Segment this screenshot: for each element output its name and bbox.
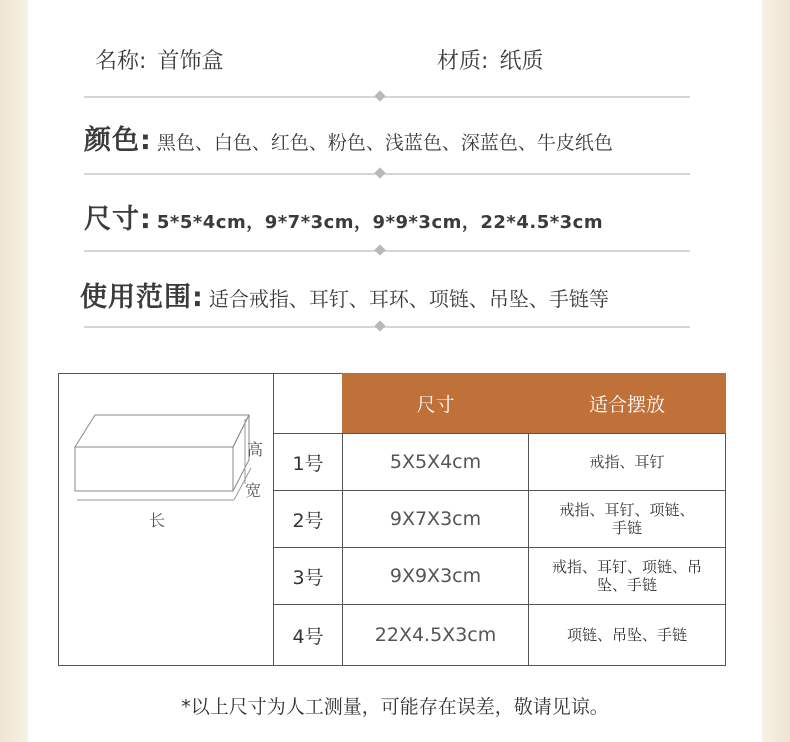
row-number: 2号 xyxy=(273,490,343,548)
divider-diamond-icon xyxy=(374,167,385,178)
usage-row xyxy=(80,275,609,314)
material-value: 纸质 xyxy=(499,49,544,74)
usage-label: 使用范围: xyxy=(80,282,204,313)
header-fit: 适合摆放 xyxy=(528,373,726,434)
row-fit: 戒指、耳钉、项链、吊坠、手链 xyxy=(528,547,726,605)
material-label: 材质: xyxy=(437,49,489,74)
name-row xyxy=(95,44,224,75)
row-size: 5X5X4cm xyxy=(342,433,529,491)
header-size: 尺寸 xyxy=(342,373,529,434)
row-fit: 戒指、耳钉 xyxy=(528,433,726,491)
row-size: 9X9X3cm xyxy=(342,547,529,605)
name-value: 首饰盒 xyxy=(157,49,224,74)
divider-diamond-icon xyxy=(374,320,385,331)
size-table xyxy=(58,373,726,666)
size-row xyxy=(84,197,603,236)
row-size: 22X4.5X3cm xyxy=(342,604,529,666)
box-diagram-cell xyxy=(58,373,274,666)
footnote: *以上尺寸为人工测量，可能存在误差，敬请见谅。 xyxy=(181,696,609,718)
divider xyxy=(84,250,690,252)
right-edge-decoration xyxy=(762,0,790,742)
row-number: 1号 xyxy=(273,433,343,491)
color-label: 颜色: xyxy=(84,125,152,156)
divider-diamond-icon xyxy=(374,90,385,101)
left-edge-decoration xyxy=(0,0,28,742)
color-value: 黑色、白色、红色、粉色、浅蓝色、深蓝色、牛皮纸色 xyxy=(156,132,613,154)
row-number: 4号 xyxy=(273,604,343,666)
length-label: 长 xyxy=(149,511,166,530)
size-value: 5*5*4cm，9*7*3cm，9*9*3cm，22*4.5*3cm xyxy=(156,212,604,233)
color-row xyxy=(84,118,613,157)
divider-diamond-icon xyxy=(374,244,385,255)
divider xyxy=(84,173,690,175)
usage-value: 适合戒指、耳钉、耳环、项链、吊坠、手链等 xyxy=(208,287,609,311)
size-label: 尺寸: xyxy=(84,204,152,235)
row-size: 9X7X3cm xyxy=(342,490,529,548)
divider xyxy=(84,96,690,98)
row-fit: 戒指、耳钉、项链、手链 xyxy=(528,490,726,548)
row-fit: 项链、吊坠、手链 xyxy=(528,604,726,666)
width-label: 宽 xyxy=(245,481,262,500)
height-label: 高 xyxy=(247,440,264,459)
divider xyxy=(84,326,690,328)
box-diagram xyxy=(59,374,275,667)
header-blank-cell xyxy=(273,373,343,434)
row-number: 3号 xyxy=(273,547,343,605)
name-label: 名称: xyxy=(95,49,147,74)
material-row xyxy=(437,44,544,75)
